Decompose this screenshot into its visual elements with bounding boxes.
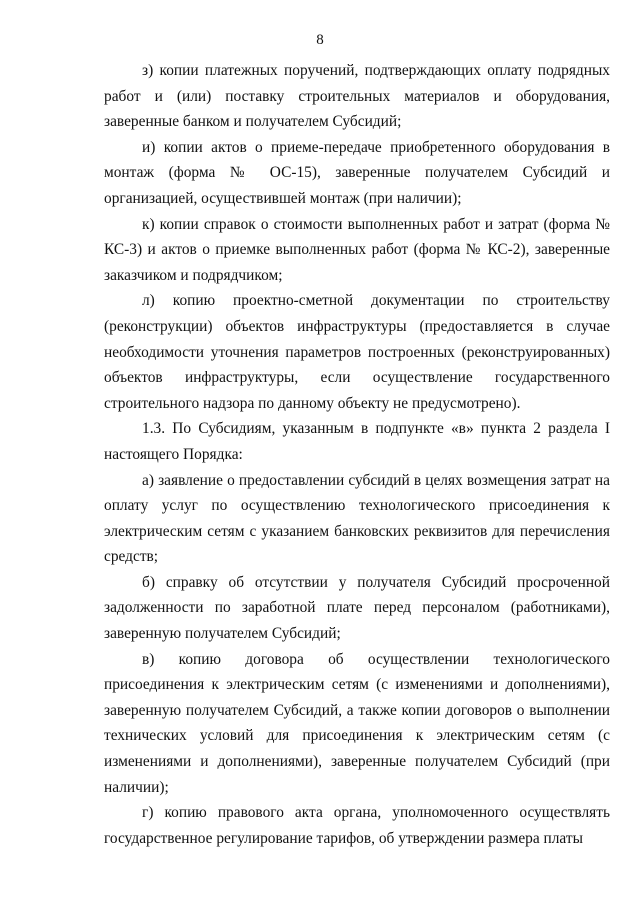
paragraph-a: а) заявление о предоставлении субсидий в целях возмещения затрат на оплату услуг по осуществлению технологического присоединения к электрическим сетям с указанием банковских реквизитов для перечисления средств; [104, 471, 610, 566]
paragraph-z: з) копии платежных поручений, подтверждающих оплату подрядных работ и (или) поставку строительных материалов и оборудования, заверенные банком и получателем Субсидий; [104, 62, 610, 131]
paragraph-l: л) копию проектно-сметной документации по строительству (реконструкции) объектов инфраструктуры (предоставляется в случае необходимости уточнения параметров построенных (реконструированных) объектов инфраструктуры, если осуществление государственного строительного надзора по данному объекту не предусмотрено). [104, 292, 610, 412]
paragraph-v: в) копию договора об осуществлении технологического присоединения к электрическим сетям (с изменениями и дополнениями), заверенную получателем Субсидий, а также копии договоров о выполнении технических условий для присоединения к электрическим сетям (с изменениями и дополнениями), заверенные получателем Субсидий (при наличии); [104, 650, 610, 796]
paragraph-g: г) копию правового акта органа, уполномоченного осуществлять государственное регулирование тарифов, об утверждении размера платы [104, 804, 610, 847]
paragraph-i: и) копии актов о приеме-передаче приобретенного оборудования в монтаж (форма № ОС-15), заверенные получателем Субсидий и организацией, осуществившей монтаж (при наличии); [104, 138, 610, 207]
paragraph-b: б) справку об отсутствии у получателя Субсидий просроченной задолженности по заработной плате перед персоналом (работниками), заверенную получателем Субсидий; [104, 573, 610, 643]
paragraph-k: к) копии справок о стоимости выполненных работ и затрат (форма № КС-3) и актов о приемке выполненных работ (форма № КС-2), заверенные заказчиком и подрядчиком; [104, 215, 610, 284]
page-number: 8 [316, 32, 324, 48]
document-body [104, 58, 610, 851]
section-1-3-heading: 1.3. По Субсидиям, указанным в подпункте «в» пункта 2 раздела I настоящего Порядка: [104, 420, 610, 463]
